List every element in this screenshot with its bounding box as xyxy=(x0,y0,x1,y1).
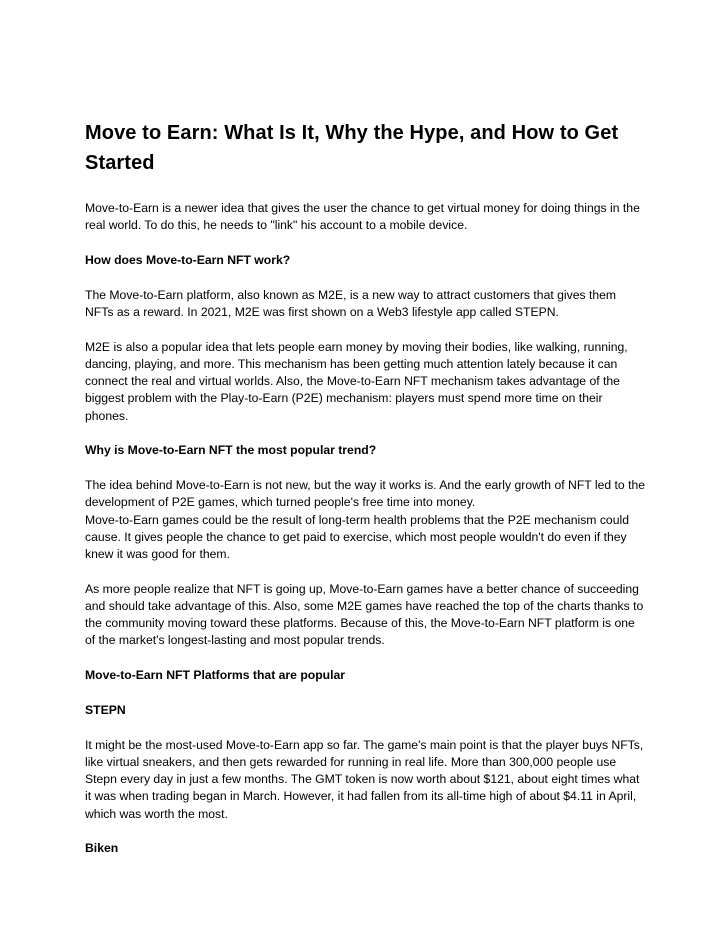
paragraph-nft-growth: As more people realize that NFT is going up, Move-to-Earn games have a better chance of succeeding and should take advantage of this. Also, some M2E games have reached the top of the charts thanks to the community moving toward these platforms. Because of this, the Move-to-Earn NFT platform is one of the market's longest-lasting and most popular trends. xyxy=(85,581,644,648)
paragraph-m2e-platform: The Move-to-Earn platform, also known as M2E, is a new way to attract customers that gives them NFTs as a reward. In 2021, M2E was first shown on a Web3 lifestyle app called STEPN. xyxy=(85,287,617,319)
intro-paragraph: Move-to-Earn is a newer idea that gives the user the chance to get virtual money for doing things in the real world. To do this, he needs to "link" his account to a mobile device. xyxy=(85,201,640,233)
subheading-biken: Biken xyxy=(85,841,119,856)
document-page xyxy=(85,118,645,875)
paragraph-health-problems: Move-to-Earn games could be the result of long-term health problems that the P2E mechanism could cause. It gives people the chance to get paid to exercise, which most people wouldn't do even if they knew it was good for them. xyxy=(85,512,629,562)
section-heading-how-it-works: How does Move-to-Earn NFT work? xyxy=(85,253,291,267)
paragraph-m2e-concept: M2E is also a popular idea that lets people earn money by moving their bodies, like walking, running, dancing, playing, and more. This mechanism has been getting much attention lately because it can connect the real and virtual worlds. Also, the Move-to-Earn NFT mechanism takes advantage of the biggest problem with the Play-to-Earn (P2E) mechanism: players must spend more time on their phones. xyxy=(85,339,628,423)
subheading-stepn: STEPN xyxy=(85,703,126,718)
section-heading-popular-trend: Why is Move-to-Earn NFT the most popular trend? xyxy=(85,443,377,458)
document-title: Move to Earn: What Is It, Why the Hype, and How to Get Started xyxy=(85,122,619,174)
paragraph-idea-behind: The idea behind Move-to-Earn is not new, but the way it works is. And the early growth of NFT led to the development of P2E games, which turned people's free time into money. xyxy=(85,478,646,510)
section-heading-platforms: Move-to-Earn NFT Platforms that are popular xyxy=(85,668,346,683)
paragraph-stepn: It might be the most-used Move-to-Earn app so far. The game's main point is that the player buys NFTs, like virtual sneakers, and then gets rewarded for running in real life. More than 300,000 people use Stepn every day in just a few months. The GMT token is now worth about $121, about eight times what it was when trading began in March. However, it had fallen from its all-time high of about $4.11 in April, which was worth the most. xyxy=(85,737,644,821)
